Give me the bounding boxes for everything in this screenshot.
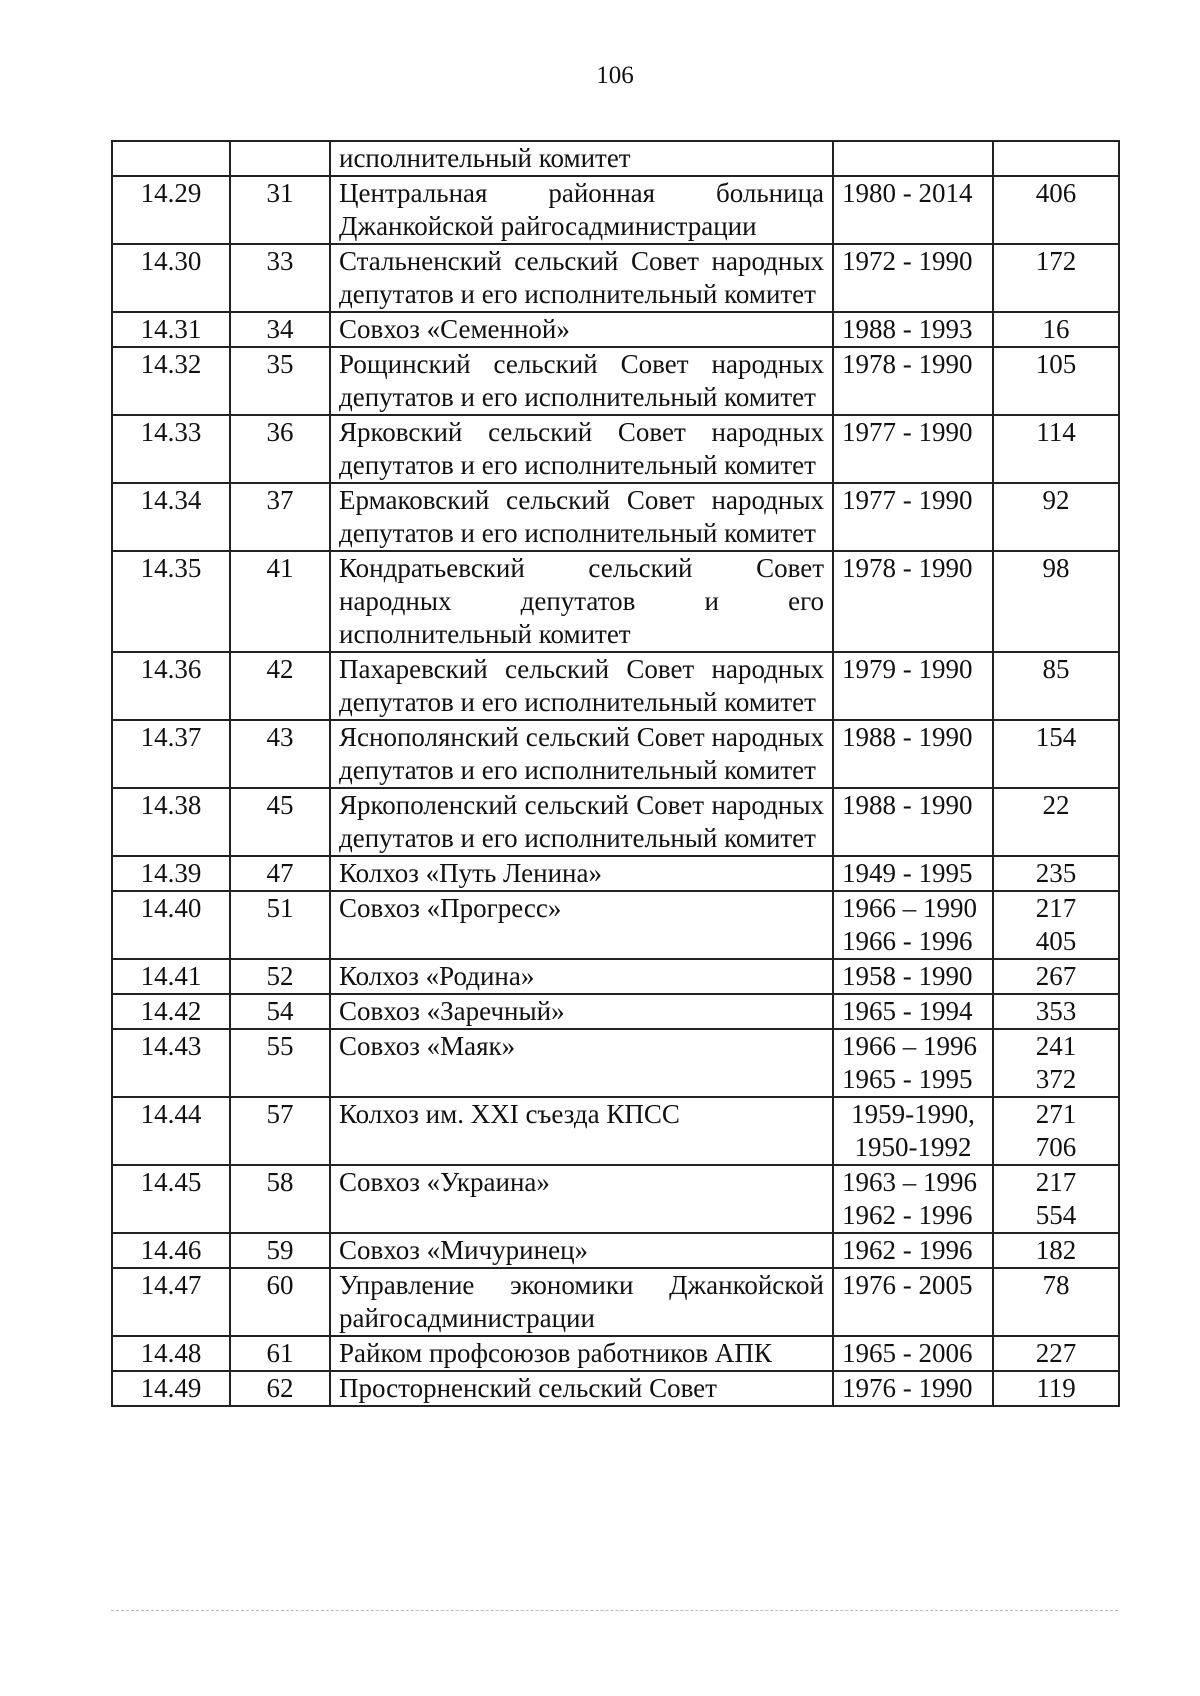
fund-number-cell: 36 <box>230 415 330 483</box>
item-count-text: 22 <box>1042 790 1070 820</box>
fund-name-cell <box>330 1029 833 1097</box>
table-row <box>112 891 1119 959</box>
fund-number-cell: 54 <box>230 994 330 1029</box>
date-range-cell <box>833 312 993 347</box>
item-count-cell <box>993 1233 1119 1268</box>
item-count-cell <box>993 141 1119 176</box>
date-range-text: 1978 - 1990 <box>842 349 973 379</box>
item-count-text: 105 <box>1035 349 1077 379</box>
item-count-text: 406 <box>1035 178 1077 208</box>
date-range-text: 1962 - 1996 <box>842 1235 973 1265</box>
item-count-text: 271 <box>1035 1099 1077 1129</box>
table-row <box>112 176 1119 244</box>
date-range-cell <box>833 176 993 244</box>
date-range-cell <box>833 1336 993 1371</box>
item-count-cell <box>993 312 1119 347</box>
date-range-text: 1963 – 1996 <box>842 1167 977 1197</box>
date-range-text: 1980 - 2014 <box>842 178 973 208</box>
date-range-cell <box>833 1029 993 1097</box>
row-index-cell: 14.36 <box>112 652 230 720</box>
row-index-cell: 14.32 <box>112 347 230 415</box>
fund-name-text: Ярковский сельский Совет народных депутатов и его исполнительный комитет <box>339 417 824 480</box>
date-range-cell <box>833 1097 993 1165</box>
item-count-cell <box>993 652 1119 720</box>
date-range-cell <box>833 347 993 415</box>
table-row <box>112 720 1119 788</box>
date-range-text: 1965 - 1994 <box>842 996 973 1026</box>
fund-number-cell: 62 <box>230 1371 330 1406</box>
table-row <box>112 483 1119 551</box>
row-index-cell: 14.39 <box>112 856 230 891</box>
date-range-cell <box>833 788 993 856</box>
row-index-cell: 14.40 <box>112 891 230 959</box>
fund-number-cell: 37 <box>230 483 330 551</box>
item-count-text: 217 <box>1035 1167 1077 1197</box>
fund-number-cell: 59 <box>230 1233 330 1268</box>
item-count-text: 554 <box>1035 1200 1077 1230</box>
row-index-cell: 14.37 <box>112 720 230 788</box>
item-count-text: 78 <box>1042 1270 1070 1300</box>
date-range-cell <box>833 959 993 994</box>
table-row <box>112 551 1119 652</box>
item-count-cell <box>993 244 1119 312</box>
fund-name-text: Совхоз «Заречный» <box>339 996 565 1026</box>
date-range-cell <box>833 141 993 176</box>
fund-name-text: Совхоз «Мичуринец» <box>339 1235 589 1265</box>
fund-name-cell <box>330 176 833 244</box>
item-count-cell <box>993 1268 1119 1336</box>
table-row <box>112 244 1119 312</box>
fund-number-cell: 60 <box>230 1268 330 1336</box>
row-index-cell: 14.45 <box>112 1165 230 1233</box>
date-range-text: 1977 - 1990 <box>842 485 973 515</box>
fund-name-text: Совхоз «Прогресс» <box>339 893 562 923</box>
row-index-cell: 14.48 <box>112 1336 230 1371</box>
date-range-text: 1977 - 1990 <box>842 417 973 447</box>
fund-number-cell: 52 <box>230 959 330 994</box>
item-count-cell <box>993 551 1119 652</box>
fund-number-cell: 42 <box>230 652 330 720</box>
fund-name-text: Рощинский сельский Совет народных депутатов и его исполнительный комитет <box>339 349 824 412</box>
fund-name-text: Стальненский сельский Совет народных депутатов и его исполнительный комитет <box>339 246 824 309</box>
row-index-cell: 14.49 <box>112 1371 230 1406</box>
date-range-cell <box>833 720 993 788</box>
date-range-text: 1962 - 1996 <box>842 1200 973 1230</box>
fund-name-text: Совхоз «Украина» <box>339 1167 550 1197</box>
fund-name-text: Управление экономики Джанкойской райгосадминистрации <box>339 1270 824 1333</box>
item-count-text: 217 <box>1035 893 1077 923</box>
row-index-cell: 14.31 <box>112 312 230 347</box>
date-range-cell <box>833 1233 993 1268</box>
date-range-text: 1972 - 1990 <box>842 246 973 276</box>
fund-number-cell: 41 <box>230 551 330 652</box>
table-row <box>112 1371 1119 1406</box>
fund-registry-table <box>111 140 1120 1407</box>
fund-name-cell <box>330 720 833 788</box>
item-count-text: 172 <box>1035 246 1077 276</box>
fund-name-text: Яркополенский сельский Совет народных депутатов и его исполнительный комитет <box>339 790 824 853</box>
item-count-cell <box>993 1371 1119 1406</box>
item-count-cell <box>993 1165 1119 1233</box>
item-count-cell <box>993 788 1119 856</box>
item-count-cell <box>993 856 1119 891</box>
date-range-text: 1979 - 1990 <box>842 654 973 684</box>
fund-name-text: исполнительный комитет <box>339 143 631 173</box>
fund-name-text: Колхоз «Путь Ленина» <box>339 858 602 888</box>
date-range-text: 1949 - 1995 <box>842 858 973 888</box>
fund-number-cell: 51 <box>230 891 330 959</box>
table-row <box>112 652 1119 720</box>
item-count-text: 92 <box>1042 485 1070 515</box>
table-row <box>112 312 1119 347</box>
date-range-text: 1958 - 1990 <box>842 961 973 991</box>
fund-name-cell <box>330 141 833 176</box>
fund-number-cell: 31 <box>230 176 330 244</box>
table-row <box>112 1029 1119 1097</box>
date-range-cell <box>833 652 993 720</box>
item-count-text: 119 <box>1036 1373 1076 1403</box>
date-range-cell <box>833 415 993 483</box>
item-count-text: 154 <box>1035 722 1077 752</box>
fund-name-cell <box>330 652 833 720</box>
fund-name-text: Яснополянский сельский Совет народных депутатов и его исполнительный комитет <box>339 722 824 785</box>
date-range-cell <box>833 1165 993 1233</box>
date-range-text: 1950-1992 <box>854 1132 972 1162</box>
fund-name-text: Совхоз «Маяк» <box>339 1031 516 1061</box>
fund-number-cell: 33 <box>230 244 330 312</box>
fund-name-cell <box>330 788 833 856</box>
table-row <box>112 959 1119 994</box>
item-count-text: 372 <box>1035 1064 1077 1094</box>
fund-name-cell <box>330 856 833 891</box>
date-range-text: 1965 - 2006 <box>842 1338 973 1368</box>
date-range-text: 1978 - 1990 <box>842 553 973 583</box>
row-index-cell: 14.30 <box>112 244 230 312</box>
date-range-text: 1959-1990, <box>851 1099 975 1129</box>
fund-name-text: Ермаковский сельский Совет народных депутатов и его исполнительный комитет <box>339 485 824 548</box>
table-row <box>112 1165 1119 1233</box>
item-count-text: 706 <box>1035 1132 1077 1162</box>
date-range-cell <box>833 994 993 1029</box>
date-range-text: 1988 - 1993 <box>842 314 973 344</box>
item-count-cell <box>993 347 1119 415</box>
fund-number-cell <box>230 141 330 176</box>
date-range-cell <box>833 483 993 551</box>
fund-name-cell <box>330 994 833 1029</box>
item-count-text: 114 <box>1036 417 1076 447</box>
row-index-cell: 14.47 <box>112 1268 230 1336</box>
item-count-cell <box>993 176 1119 244</box>
table-row <box>112 856 1119 891</box>
row-index-cell: 14.38 <box>112 788 230 856</box>
date-range-text: 1966 – 1996 <box>842 1031 977 1061</box>
fund-name-cell <box>330 1336 833 1371</box>
fund-name-cell <box>330 347 833 415</box>
fund-number-cell: 43 <box>230 720 330 788</box>
fund-name-text: Центральная районная больница Джанкойской райгосадминистрации <box>339 178 824 241</box>
row-index-cell: 14.43 <box>112 1029 230 1097</box>
item-count-text: 353 <box>1035 996 1077 1026</box>
table-row <box>112 1268 1119 1336</box>
fund-name-text: Райком профсоюзов работников АПК <box>339 1338 772 1368</box>
fund-name-text: Пахаревский сельский Совет народных депутатов и его исполнительный комитет <box>339 654 824 717</box>
item-count-cell <box>993 994 1119 1029</box>
item-count-text: 227 <box>1035 1338 1077 1368</box>
fund-name-cell <box>330 1268 833 1336</box>
table-row <box>112 994 1119 1029</box>
fund-name-text: Просторненский сельский Совет <box>339 1373 717 1403</box>
fund-number-cell: 55 <box>230 1029 330 1097</box>
table-row <box>112 788 1119 856</box>
item-count-text: 241 <box>1035 1031 1077 1061</box>
item-count-cell <box>993 1029 1119 1097</box>
item-count-text: 235 <box>1035 858 1077 888</box>
fund-number-cell: 57 <box>230 1097 330 1165</box>
fund-name-cell <box>330 551 833 652</box>
page-bottom-rule <box>111 1610 1118 1611</box>
table-row <box>112 415 1119 483</box>
date-range-cell <box>833 1268 993 1336</box>
item-count-text: 98 <box>1042 553 1070 583</box>
fund-name-cell <box>330 312 833 347</box>
item-count-text: 16 <box>1042 314 1070 344</box>
fund-name-text: Совхоз «Семенной» <box>339 314 570 344</box>
fund-name-cell <box>330 1165 833 1233</box>
fund-name-cell <box>330 1371 833 1406</box>
fund-number-cell: 58 <box>230 1165 330 1233</box>
row-index-cell: 14.34 <box>112 483 230 551</box>
date-range-cell <box>833 891 993 959</box>
item-count-cell <box>993 1336 1119 1371</box>
row-index-cell: 14.44 <box>112 1097 230 1165</box>
fund-name-cell <box>330 959 833 994</box>
fund-name-text: Колхоз «Родина» <box>339 961 535 991</box>
row-index-cell <box>112 141 230 176</box>
fund-number-cell: 34 <box>230 312 330 347</box>
item-count-cell <box>993 1097 1119 1165</box>
item-count-cell <box>993 483 1119 551</box>
item-count-text: 85 <box>1042 654 1070 684</box>
item-count-text: 267 <box>1035 961 1077 991</box>
item-count-text: 182 <box>1035 1235 1077 1265</box>
fund-name-cell <box>330 415 833 483</box>
fund-number-cell: 45 <box>230 788 330 856</box>
item-count-cell <box>993 415 1119 483</box>
row-index-cell: 14.33 <box>112 415 230 483</box>
date-range-text: 1965 - 1995 <box>842 1064 973 1094</box>
fund-name-cell <box>330 244 833 312</box>
date-range-cell <box>833 1371 993 1406</box>
table-row <box>112 347 1119 415</box>
fund-name-cell <box>330 891 833 959</box>
table-row <box>112 141 1119 176</box>
fund-name-text: Колхоз им. XXI съезда КПСС <box>339 1099 680 1129</box>
table-row <box>112 1097 1119 1165</box>
row-index-cell: 14.46 <box>112 1233 230 1268</box>
item-count-cell <box>993 891 1119 959</box>
date-range-cell <box>833 244 993 312</box>
row-index-cell: 14.41 <box>112 959 230 994</box>
date-range-text: 1988 - 1990 <box>842 790 973 820</box>
item-count-cell <box>993 720 1119 788</box>
fund-name-cell <box>330 1097 833 1165</box>
fund-name-cell <box>330 483 833 551</box>
row-index-cell: 14.42 <box>112 994 230 1029</box>
row-index-cell: 14.35 <box>112 551 230 652</box>
fund-name-cell <box>330 1233 833 1268</box>
item-count-text: 405 <box>1035 926 1077 956</box>
table-row <box>112 1336 1119 1371</box>
fund-name-text: Кондратьевский сельский Совет народных депутатов и его исполнительный комитет <box>339 553 824 649</box>
table-body <box>112 141 1119 1406</box>
date-range-cell <box>833 856 993 891</box>
date-range-text: 1966 – 1990 <box>842 893 977 923</box>
fund-number-cell: 47 <box>230 856 330 891</box>
item-count-cell <box>993 959 1119 994</box>
date-range-text: 1976 - 1990 <box>842 1373 973 1403</box>
fund-number-cell: 35 <box>230 347 330 415</box>
date-range-text: 1966 - 1996 <box>842 926 973 956</box>
table-row <box>112 1233 1119 1268</box>
row-index-cell: 14.29 <box>112 176 230 244</box>
page-number: 106 <box>596 62 634 89</box>
date-range-text: 1988 - 1990 <box>842 722 973 752</box>
date-range-text: 1976 - 2005 <box>842 1270 973 1300</box>
fund-number-cell: 61 <box>230 1336 330 1371</box>
date-range-cell <box>833 551 993 652</box>
